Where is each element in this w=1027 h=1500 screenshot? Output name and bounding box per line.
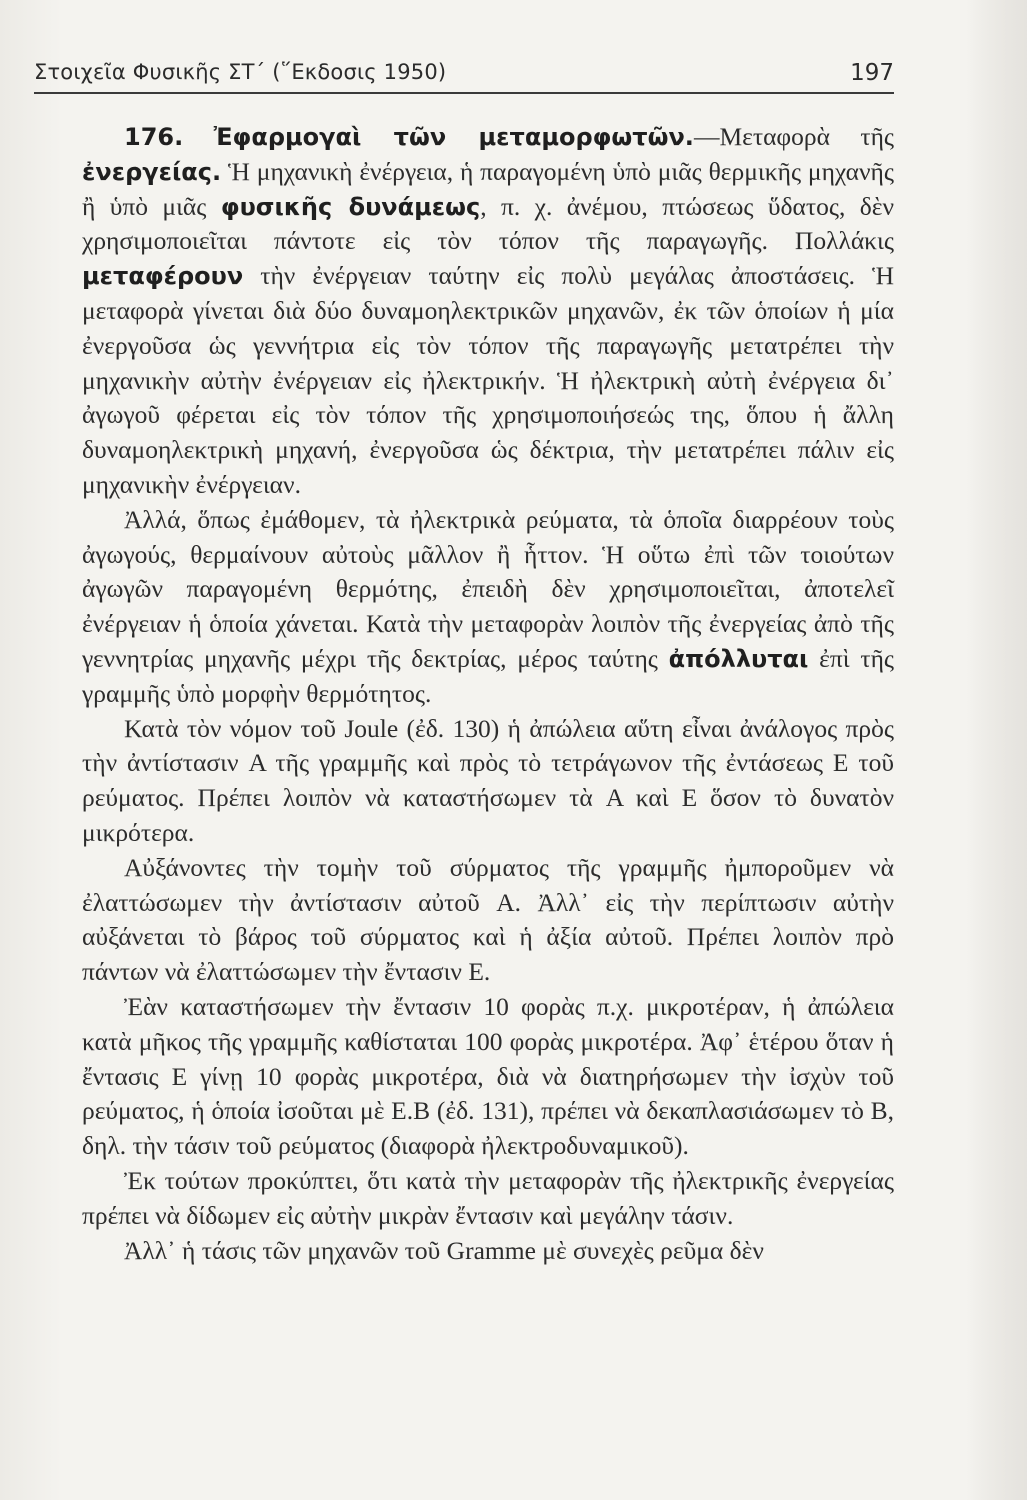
section-lead-prefix: —Μεταφορὰ τῆς <box>693 122 894 151</box>
paragraph-1-part-a: Ἡ μηχανικὴ ἐνέργεια, ἡ παραγομένη ὑπὸ μιᾶς θερμικῆς μηχανῆς ἢ ὑπὸ μιᾶς <box>82 156 894 221</box>
paragraph-1-bold-term-2: μεταφέρουν <box>82 262 244 291</box>
page-number: 197 <box>850 60 894 86</box>
paragraph-3: Κατὰ τὸν νόμον τοῦ Joule (ἐδ. 130) ἡ ἀπώλεια αὕτη εἶναι ἀνάλογος πρὸς τὴν ἀντίστασιν A τῆς γραμμῆς καὶ πρὸς τὸ τετράγωνον τῆς ἐντάσεως E τοῦ ρεύματος. Πρέπει λοιπὸν νὰ καταστήσωμεν τὰ A καὶ E ὅσον τὸ δυνατὸν μικρότερα. <box>82 713 894 847</box>
paragraph-5: Ἐὰν καταστήσωμεν τὴν ἔντασιν 10 φορὰς π.χ. μικροτέραν, ἡ ἀπώλεια κατὰ μῆκος τῆς γραμμῆς καθίσταται 100 φορὰς μικροτέρα. Ἀφ᾿ ἑτέρου ὅταν ἡ ἔντασις E γίνῃ 10 φορὰς μικροτέρα, διὰ νὰ διατηρήσωμεν τὴν ἰσχὺν τοῦ ρεύματος, ἡ ὁποία ἰσοῦται μὲ E.B (ἐδ. 131), πρέπει νὰ δεκαπλασιάσωμεν τὸ B, δηλ. τὴν τάσιν τοῦ ρεύματος (διαφορὰ ἠλεκτροδυναμικοῦ). <box>82 991 894 1161</box>
paragraph-2-part-b: ἐπὶ τῆς γραμμῆς ὑπὸ μορφὴν θερμότητος. <box>82 643 895 708</box>
paragraph-1-part-e: τὴν ἐνέργειαν ταύτην εἰς πολὺ μεγάλας ἀποστάσεις. Ἡ μεταφορὰ γίνεται διὰ δύο δυναμοηλεκτρικῶν μηχανῶν, ἐκ τῶν ὁποίων ἡ μία ἐνεργοῦσα ὡς γεννήτρια εἰς τὸν τόπον τῆς παραγωγῆς μετατρέπει τὴν μηχανικὴν αὐτὴν ἐνέργειαν εἰς ἠλεκτρικήν. Ἡ ἠλεκτρικὴ αὐτὴ ἐνέργεια δι᾿ ἀγωγοῦ φέρεται εἰς τὸν τόπον τῆς χρησιμοποιήσεώς της, ὅπου ἡ ἄλλη δυναμοηλεκτρικὴ μηχανή, ἐνεργοῦσα ὡς δέκτρια, τὴν μετατρέπει πάλιν εἰς μηχανικὴν ἐνέργειαν. <box>82 261 894 499</box>
paragraph-4: Αὐξάνοντες τὴν τομὴν τοῦ σύρματος τῆς γραμμῆς ἠμποροῦμεν νὰ ἐλαττώσωμεν τὴν ἀντίστασιν αὐτοῦ A. Ἀλλ᾿ εἰς τὴν περίπτωσιν αὐτὴν αὐξάνεται τὸ βάρος τοῦ σύρματος καὶ ἡ ἀξία αὐτοῦ. Πρέπει λοιπὸν πρὸ πάντων νὰ ἐλαττώσωμεν τὴν ἔντασιν E. <box>82 852 894 987</box>
paragraph-2 <box>82 503 894 712</box>
paragraph-6: Ἐκ τούτων προκύπτει, ὅτι κατὰ τὴν μεταφορὰν τῆς ἠλεκτρικῆς ἐνεργείας πρέπει νὰ δίδωμεν εἰς αὐτὴν μικρὰν ἔντασιν καὶ μεγάλην τάσιν. <box>82 1165 894 1230</box>
section-title: Ἐφαρμογαὶ τῶν μεταμορφωτῶν. <box>213 123 694 151</box>
paragraph-2-bold-term: ἀπόλλυται <box>668 644 809 673</box>
section-paragraph <box>82 120 894 503</box>
body-text <box>82 120 894 1268</box>
page-edge-shadow <box>967 0 1027 1500</box>
section-lead-bold: ἐνεργείας. <box>82 157 222 186</box>
running-title: Στοιχεῖα Φυσικῆς ΣΤ΄ (῞Εκδοσις 1950) <box>34 60 447 84</box>
running-header <box>34 58 894 94</box>
paragraph-1-part-c: , π. χ. ἀνέμου, πτώσεως ὕδατος, δὲν χρησιμοποιεῖται πάντοτε εἰς τὸν τόπον τῆς παραγωγῆς. Πολλάκις <box>82 191 894 256</box>
paragraph-7: Ἀλλ᾿ ἡ τάσις τῶν μηχανῶν τοῦ Gramme μὲ συνεχὲς ρεῦμα δὲν <box>124 1235 764 1265</box>
section-number: 176. <box>124 123 184 151</box>
paragraph-2-part-a: Ἀλλά, ὅπως ἐμάθομεν, τὰ ἠλεκτρικὰ ρεύματα, τὰ ὁποῖα διαρρέουν τοὺς ἀγωγούς, θερμαίνουν αὐτοὺς μᾶλλον ἢ ἧττον. Ἡ οὕτω ἐπὶ τῶν τοιούτων ἀγωγῶν παραγομένη θερμότης, ἐπειδὴ δὲν χρησιμοποιεῖται, ἀποτελεῖ ἐνέργειαν ἡ ὁποία χάνεται. Κατὰ τὴν μεταφορὰν λοιπὸν τῆς ἐνεργείας ἀπὸ τῆς γεννητρίας μηχανῆς μέχρι τῆς δεκτρίας, μέρος ταύτης <box>82 504 894 673</box>
paragraph-1-bold-term-1: φυσικῆς δυνάμεως <box>220 192 481 221</box>
